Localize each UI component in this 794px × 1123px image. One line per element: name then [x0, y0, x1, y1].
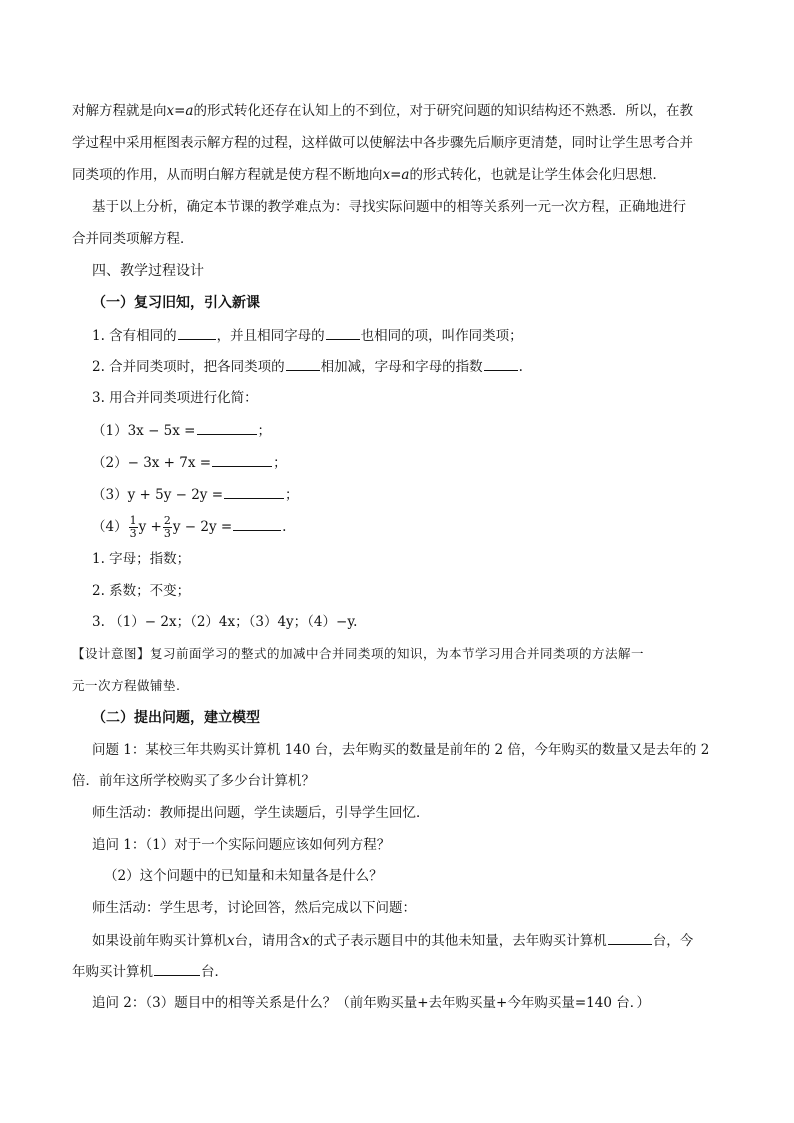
text: 对解方程就是向 — [72, 103, 167, 119]
fill-blank — [224, 484, 284, 499]
variable: x=a — [166, 103, 194, 119]
setup-line — [72, 961, 228, 982]
expression: （1）3x − 5x = — [92, 423, 196, 439]
subsection-heading — [92, 293, 260, 313]
expression: y − 2y = — [172, 519, 233, 535]
fraction — [163, 515, 172, 540]
fill-blank — [326, 325, 360, 340]
text: 台． — [201, 964, 228, 980]
expression-1 — [92, 420, 271, 441]
text: ； — [285, 487, 299, 503]
text: . — [282, 519, 287, 535]
text: . — [518, 359, 523, 375]
text: ，并且相同字母的 — [216, 328, 325, 344]
fill-blank — [286, 356, 320, 371]
text: 也相同的项，叫作同类项； — [360, 328, 523, 344]
paragraph-line: 合并同类项解方程． — [72, 231, 194, 247]
follow-up-label: 追问 2： — [92, 995, 146, 1011]
subsection-title: （二）提出问题，建立模型 — [92, 710, 260, 726]
follow-up-line — [92, 993, 650, 1013]
text: 如果设前年购买计算机 — [92, 933, 227, 949]
numerator: 1 — [129, 514, 137, 527]
denominator: 3 — [163, 527, 171, 540]
text: 相加减，字母和字母的指数 — [320, 359, 483, 375]
design-intent-line: 元一次方程做铺垫. — [72, 678, 181, 693]
activity-line: 师生活动：教师提出问题，学生读题后，引导学生回忆． — [92, 805, 430, 821]
fill-blank — [154, 961, 200, 976]
paragraph-line — [72, 165, 666, 185]
denominator: 3 — [129, 527, 137, 540]
review-question-1 — [92, 325, 523, 346]
text: 的形式转化还存在认知上的不到位，对于研究问题的知识结构还不熟悉．所以，在教 — [193, 103, 693, 119]
problem-line — [92, 740, 709, 760]
paragraph-line: 学过程中采用框图表示解方程的过程，这样做可以使解法中各步骤先后顺序更清楚，同时让学生思考合并 — [72, 135, 693, 151]
fill-blank — [608, 930, 652, 945]
fraction — [129, 515, 138, 540]
paragraph-line: 基于以上分析，确定本节课的教学难点为：寻找实际问题中的相等关系列一元一次方程，正确地进行 — [92, 199, 686, 215]
expression: （2）− 3x + 7x = — [92, 455, 212, 471]
problem-label: 问题 1： — [92, 742, 146, 758]
text: 同类项的作用，从而明白解方程就是使方程不断地向 — [72, 167, 383, 183]
design-intent-line: 【设计意图】复习前面学习的整式的加减中合并同类项的知识，为本节学习用合并同类项的方法解一 — [72, 646, 645, 661]
subsection-title: （一）复习旧知，引入新课 — [92, 295, 260, 311]
answer-1: 1. 字母；指数； — [92, 551, 191, 567]
expression-3 — [92, 484, 299, 505]
text: 的式子表示题目中的其他未知量，去年购买计算机 — [309, 933, 607, 949]
expression: y + — [138, 519, 162, 535]
fill-blank — [212, 452, 272, 467]
problem-line: 倍．前年这所学校购买了多少台计算机？ — [72, 773, 315, 789]
text: 的形式转化，也就是让学生体会化归思想． — [409, 167, 666, 183]
fill-blank — [178, 325, 216, 340]
text: 年购买计算机 — [72, 964, 153, 980]
fill-blank — [233, 516, 281, 531]
section-heading: 四、教学过程设计 — [92, 263, 204, 279]
follow-up-label: 追问 1： — [92, 837, 146, 853]
variable: x — [302, 933, 310, 949]
review-question-2 — [92, 356, 523, 377]
expression-2 — [92, 452, 287, 473]
numerator: 2 — [163, 514, 171, 527]
text: （4） — [92, 519, 128, 535]
variable: x=a — [382, 167, 410, 183]
fill-blank — [197, 420, 257, 435]
text: （3）题目中的相等关系是什么？（前年购买量+去年购买量+今年购买量=140 台．） — [145, 995, 650, 1011]
expression-4 — [92, 514, 286, 540]
text: 某校三年共购买计算机 140 台，去年购买的数量是前年的 2 倍，今年购买的数量又是去年的 2 — [145, 742, 710, 758]
follow-up-line — [92, 835, 390, 855]
setup-line — [92, 930, 693, 951]
review-question-3: 3. 用合并同类项进行化简： — [92, 390, 258, 406]
text: ； — [273, 455, 287, 471]
paragraph-line — [72, 101, 693, 121]
variable: x — [227, 933, 235, 949]
answer-2: 2. 系数；不变； — [92, 583, 191, 599]
text: 台，请用含 — [234, 933, 303, 949]
subsection-heading — [92, 708, 260, 728]
activity-line: 师生活动：学生思考，讨论回答，然后完成以下问题： — [92, 900, 416, 916]
text: 台，今 — [652, 933, 694, 949]
fill-blank — [484, 356, 518, 371]
text: 1. 含有相同的 — [92, 328, 177, 344]
text: 2. 合并同类项时，把各同类项的 — [92, 359, 285, 375]
follow-up-line: （2）这个问题中的已知量和未知量各是什么？ — [104, 868, 383, 884]
answer-3: 3. （1）− 2x；（2）4x；（3）4y；（4）−y. — [92, 614, 358, 630]
expression: （3）y + 5y − 2y = — [92, 487, 224, 503]
text: （1）对于一个实际问题应该如何列方程？ — [145, 837, 391, 853]
text: ； — [257, 423, 271, 439]
